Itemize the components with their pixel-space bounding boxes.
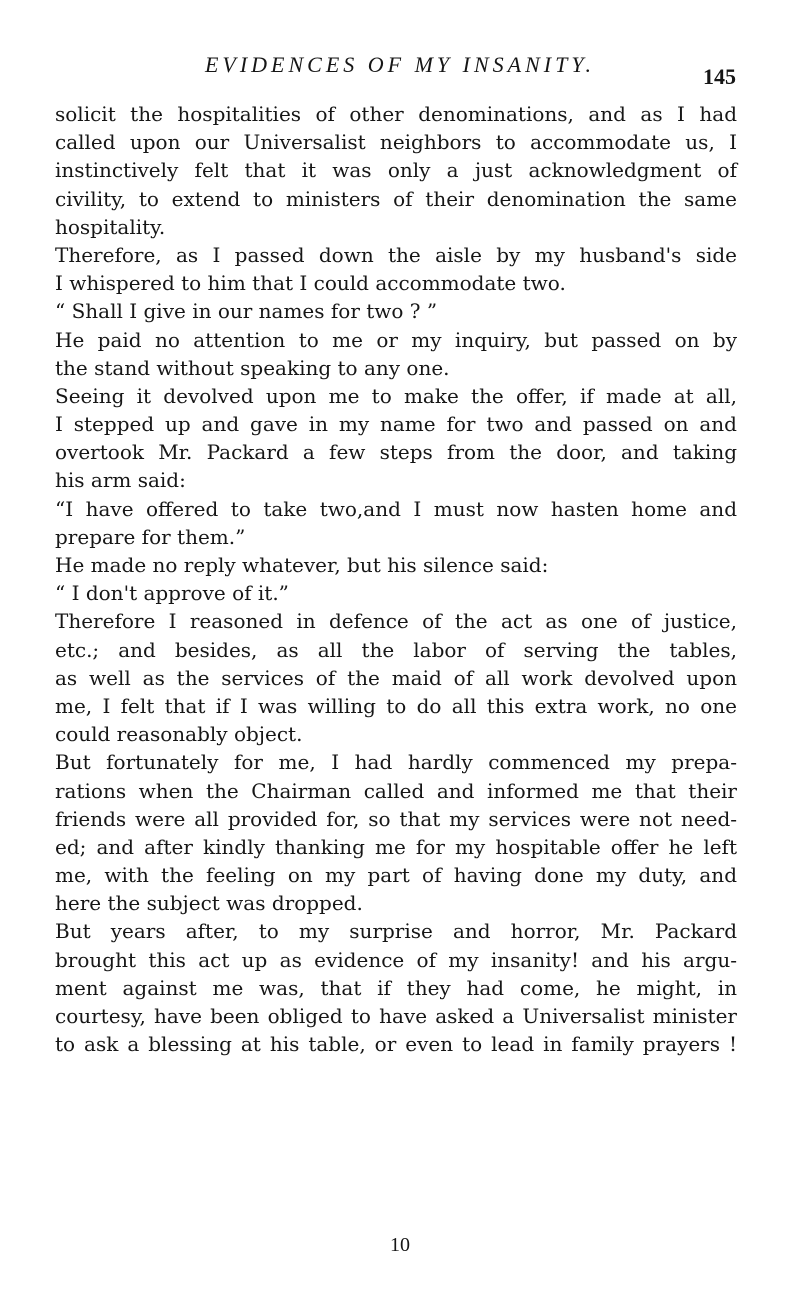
text-line: to ask a blessing at his table, or even to lead in family prayers ! [55,1032,737,1057]
text-line: instinctively felt that it was only a just acknowledgment of [55,158,737,183]
page-number: 145 [703,64,736,89]
text-line: Therefore, as I passed down the aisle by my husband's side [55,242,737,267]
text-line: But years after, to my surprise and horror, Mr. Packard [55,919,737,944]
text-line: prepare for them.” [55,524,246,549]
running-title: EVIDENCES OF MY INSANITY. [204,52,596,77]
text-line: here the subject was dropped. [55,891,363,916]
text-line: etc.; and besides, as all the labor of serving the tables, [55,637,737,662]
text-line: could reasonably object. [55,722,303,747]
text-line: rations when the Chairman called and informed me that their [55,778,737,803]
text-line: He made no reply whatever, but his silence said: [55,553,549,577]
text-line: I whispered to him that I could accommodate two. [55,271,566,296]
body-text [55,100,737,1058]
text-line: friends were all provided for, so that my services were not need- [55,806,737,831]
text-line: me, with the feeling on my part of having done my duty, and [55,863,737,888]
text-line: his arm said: [55,468,186,493]
text-line: ment against me was, that if they had come, he might, in [55,975,737,1000]
text-line: “ I don't approve of it.” [55,581,289,606]
text-line: me, I felt that if I was willing to do all this extra work, no one [55,693,737,718]
text-line: “I have offered to take two,and I must now hasten home and [55,496,737,521]
text-line: I stepped up and gave in my name for two and passed on and [55,412,737,437]
text-line: civility, to extend to ministers of their denomination the same [55,186,737,211]
text-line: as well as the services of the maid of all work devolved upon [55,665,737,690]
text-line: But fortunately for me, I had hardly commenced my prepa- [55,750,737,775]
text-line: Therefore I reasoned in defence of the act as one of justice, [55,609,737,634]
signature-mark: 10 [390,1234,410,1256]
text-line: solicit the hospitalities of other denominations, and as I had [55,102,737,126]
text-line: ed; and after kindly thanking me for my hospitable offer he left [55,834,737,859]
text-line: hospitality. [55,214,166,239]
text-line: the stand without speaking to any one. [55,355,450,380]
text-line: courtesy, have been obliged to have asked a Universalist minister [55,1004,737,1028]
text-line: brought this act up as evidence of my insanity! and his argu- [55,947,737,972]
text-line: “ Shall I give in our names for two ? ” [55,299,438,324]
text-line: overtook Mr. Packard a few steps from the door, and taking [55,440,737,465]
text-line: called upon our Universalist neighbors to accommodate us, I [55,130,737,155]
text-line: He paid no attention to me or my inquiry, but passed on by [55,327,737,352]
text-line: Seeing it devolved upon me to make the offer, if made at all, [55,383,737,408]
page-header [0,52,800,92]
